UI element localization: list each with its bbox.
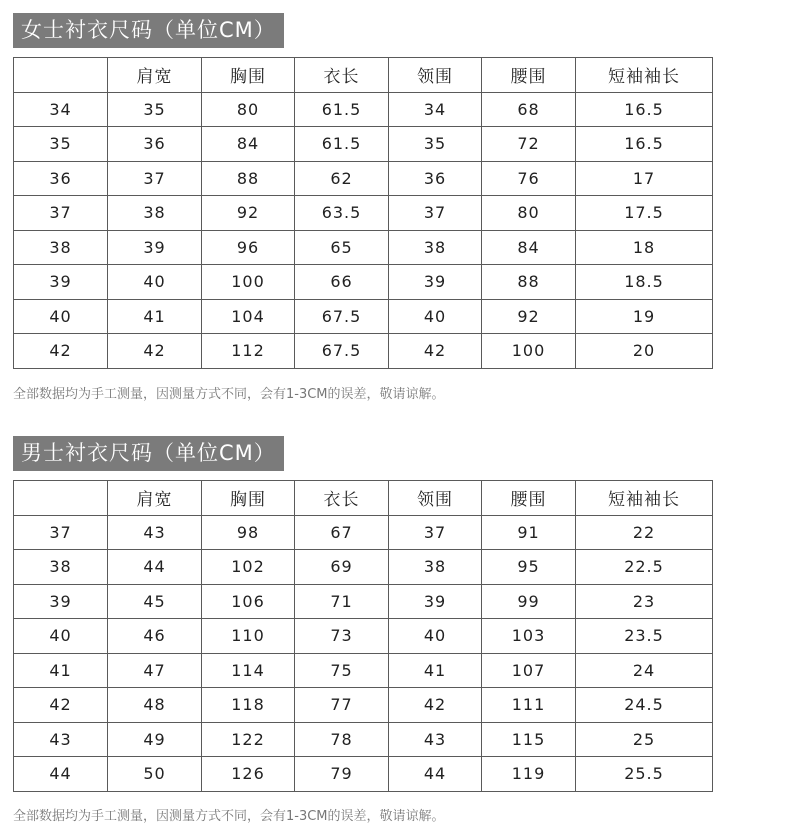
header-cell: 腰围 [482, 481, 576, 516]
table-cell: 73 [295, 619, 389, 654]
table-cell: 79 [295, 757, 389, 792]
table-cell: 40 [14, 619, 108, 654]
table-cell: 41 [108, 299, 202, 334]
table-cell: 37 [14, 196, 108, 231]
table-cell: 42 [389, 688, 482, 723]
table-row [14, 196, 713, 231]
table-row [14, 515, 713, 550]
table-cell: 100 [482, 334, 576, 369]
table-cell: 38 [389, 550, 482, 585]
table-cell: 38 [14, 230, 108, 265]
table-cell: 40 [389, 299, 482, 334]
table-row [14, 550, 713, 585]
table-cell: 43 [389, 722, 482, 757]
table-cell: 38 [389, 230, 482, 265]
women-size-title: 女士衬衣尺码（单位CM） [13, 13, 284, 48]
table-cell: 43 [108, 515, 202, 550]
table-cell: 100 [202, 265, 295, 300]
table-cell: 19 [576, 299, 713, 334]
table-cell: 44 [108, 550, 202, 585]
table-cell: 78 [295, 722, 389, 757]
header-cell [14, 58, 108, 93]
table-cell: 18 [576, 230, 713, 265]
header-cell: 肩宽 [108, 58, 202, 93]
table-cell: 22.5 [576, 550, 713, 585]
table-cell: 35 [108, 92, 202, 127]
table-cell: 72 [482, 127, 576, 162]
table-cell: 16.5 [576, 127, 713, 162]
table-cell: 76 [482, 161, 576, 196]
table-cell: 39 [14, 265, 108, 300]
table-cell: 22 [576, 515, 713, 550]
table-cell: 69 [295, 550, 389, 585]
table-cell: 40 [389, 619, 482, 654]
table-cell: 84 [482, 230, 576, 265]
header-cell: 领围 [389, 481, 482, 516]
table-cell: 67.5 [295, 334, 389, 369]
table-cell: 115 [482, 722, 576, 757]
table-row [14, 265, 713, 300]
table-row [14, 688, 713, 723]
table-cell: 80 [482, 196, 576, 231]
table-cell: 39 [14, 584, 108, 619]
header-cell [14, 481, 108, 516]
table-cell: 25.5 [576, 757, 713, 792]
header-cell: 胸围 [202, 58, 295, 93]
table-cell: 18.5 [576, 265, 713, 300]
header-cell: 肩宽 [108, 481, 202, 516]
table-cell: 41 [389, 653, 482, 688]
table-cell: 45 [108, 584, 202, 619]
table-cell: 65 [295, 230, 389, 265]
table-cell: 39 [389, 584, 482, 619]
table-cell: 48 [108, 688, 202, 723]
table-cell: 114 [202, 653, 295, 688]
table-cell: 49 [108, 722, 202, 757]
header-cell: 胸围 [202, 481, 295, 516]
table-cell: 122 [202, 722, 295, 757]
table-cell: 36 [389, 161, 482, 196]
table-row [14, 230, 713, 265]
table-cell: 106 [202, 584, 295, 619]
table-cell: 24 [576, 653, 713, 688]
table-cell: 39 [108, 230, 202, 265]
table-cell: 17.5 [576, 196, 713, 231]
table-cell: 24.5 [576, 688, 713, 723]
table-cell: 37 [108, 161, 202, 196]
table-cell: 92 [202, 196, 295, 231]
table-cell: 66 [295, 265, 389, 300]
table-cell: 37 [389, 196, 482, 231]
table-cell: 39 [389, 265, 482, 300]
table-cell: 126 [202, 757, 295, 792]
header-cell: 腰围 [482, 58, 576, 93]
table-cell: 40 [14, 299, 108, 334]
table-cell: 88 [482, 265, 576, 300]
table-cell: 75 [295, 653, 389, 688]
table-row [14, 757, 713, 792]
table-header-row [14, 58, 713, 93]
women-measurement-note: 全部数据均为手工测量，因测量方式不同，会有1-3CM的误差，敬请谅解。 [13, 387, 445, 402]
table-cell: 95 [482, 550, 576, 585]
men-size-title: 男士衬衣尺码（单位CM） [13, 436, 284, 471]
table-cell: 25 [576, 722, 713, 757]
women-size-table [13, 57, 713, 369]
table-cell: 104 [202, 299, 295, 334]
table-cell: 102 [202, 550, 295, 585]
header-cell: 衣长 [295, 481, 389, 516]
table-cell: 16.5 [576, 92, 713, 127]
table-cell: 34 [14, 92, 108, 127]
table-cell: 23.5 [576, 619, 713, 654]
table-cell: 50 [108, 757, 202, 792]
table-cell: 36 [108, 127, 202, 162]
table-cell: 20 [576, 334, 713, 369]
table-cell: 63.5 [295, 196, 389, 231]
table-cell: 34 [389, 92, 482, 127]
table-cell: 68 [482, 92, 576, 127]
header-cell: 短袖袖长 [576, 481, 713, 516]
table-cell: 88 [202, 161, 295, 196]
header-cell: 衣长 [295, 58, 389, 93]
table-cell: 92 [482, 299, 576, 334]
table-cell: 37 [14, 515, 108, 550]
table-row [14, 619, 713, 654]
table-cell: 107 [482, 653, 576, 688]
table-cell: 71 [295, 584, 389, 619]
table-cell: 37 [389, 515, 482, 550]
table-cell: 80 [202, 92, 295, 127]
table-cell: 62 [295, 161, 389, 196]
table-cell: 46 [108, 619, 202, 654]
table-cell: 61.5 [295, 92, 389, 127]
table-cell: 98 [202, 515, 295, 550]
table-row [14, 127, 713, 162]
table-cell: 96 [202, 230, 295, 265]
table-cell: 42 [389, 334, 482, 369]
table-cell: 42 [14, 334, 108, 369]
table-cell: 77 [295, 688, 389, 723]
table-row [14, 92, 713, 127]
table-row [14, 299, 713, 334]
men-size-table [13, 480, 713, 792]
table-cell: 103 [482, 619, 576, 654]
men-measurement-note: 全部数据均为手工测量，因测量方式不同，会有1-3CM的误差，敬请谅解。 [13, 809, 445, 824]
table-row [14, 584, 713, 619]
table-cell: 67 [295, 515, 389, 550]
table-cell: 35 [14, 127, 108, 162]
table-row [14, 653, 713, 688]
table-header-row [14, 481, 713, 516]
table-cell: 38 [14, 550, 108, 585]
table-cell: 23 [576, 584, 713, 619]
table-row [14, 161, 713, 196]
table-cell: 111 [482, 688, 576, 723]
table-cell: 44 [389, 757, 482, 792]
table-cell: 61.5 [295, 127, 389, 162]
table-cell: 84 [202, 127, 295, 162]
table-cell: 112 [202, 334, 295, 369]
table-cell: 41 [14, 653, 108, 688]
table-cell: 42 [14, 688, 108, 723]
table-cell: 17 [576, 161, 713, 196]
table-row [14, 722, 713, 757]
table-cell: 40 [108, 265, 202, 300]
table-cell: 38 [108, 196, 202, 231]
table-cell: 35 [389, 127, 482, 162]
table-cell: 99 [482, 584, 576, 619]
table-cell: 36 [14, 161, 108, 196]
table-cell: 42 [108, 334, 202, 369]
table-cell: 43 [14, 722, 108, 757]
table-cell: 47 [108, 653, 202, 688]
table-cell: 119 [482, 757, 576, 792]
table-row [14, 334, 713, 369]
table-cell: 110 [202, 619, 295, 654]
table-cell: 118 [202, 688, 295, 723]
header-cell: 领围 [389, 58, 482, 93]
table-cell: 91 [482, 515, 576, 550]
header-cell: 短袖袖长 [576, 58, 713, 93]
table-cell: 44 [14, 757, 108, 792]
table-cell: 67.5 [295, 299, 389, 334]
